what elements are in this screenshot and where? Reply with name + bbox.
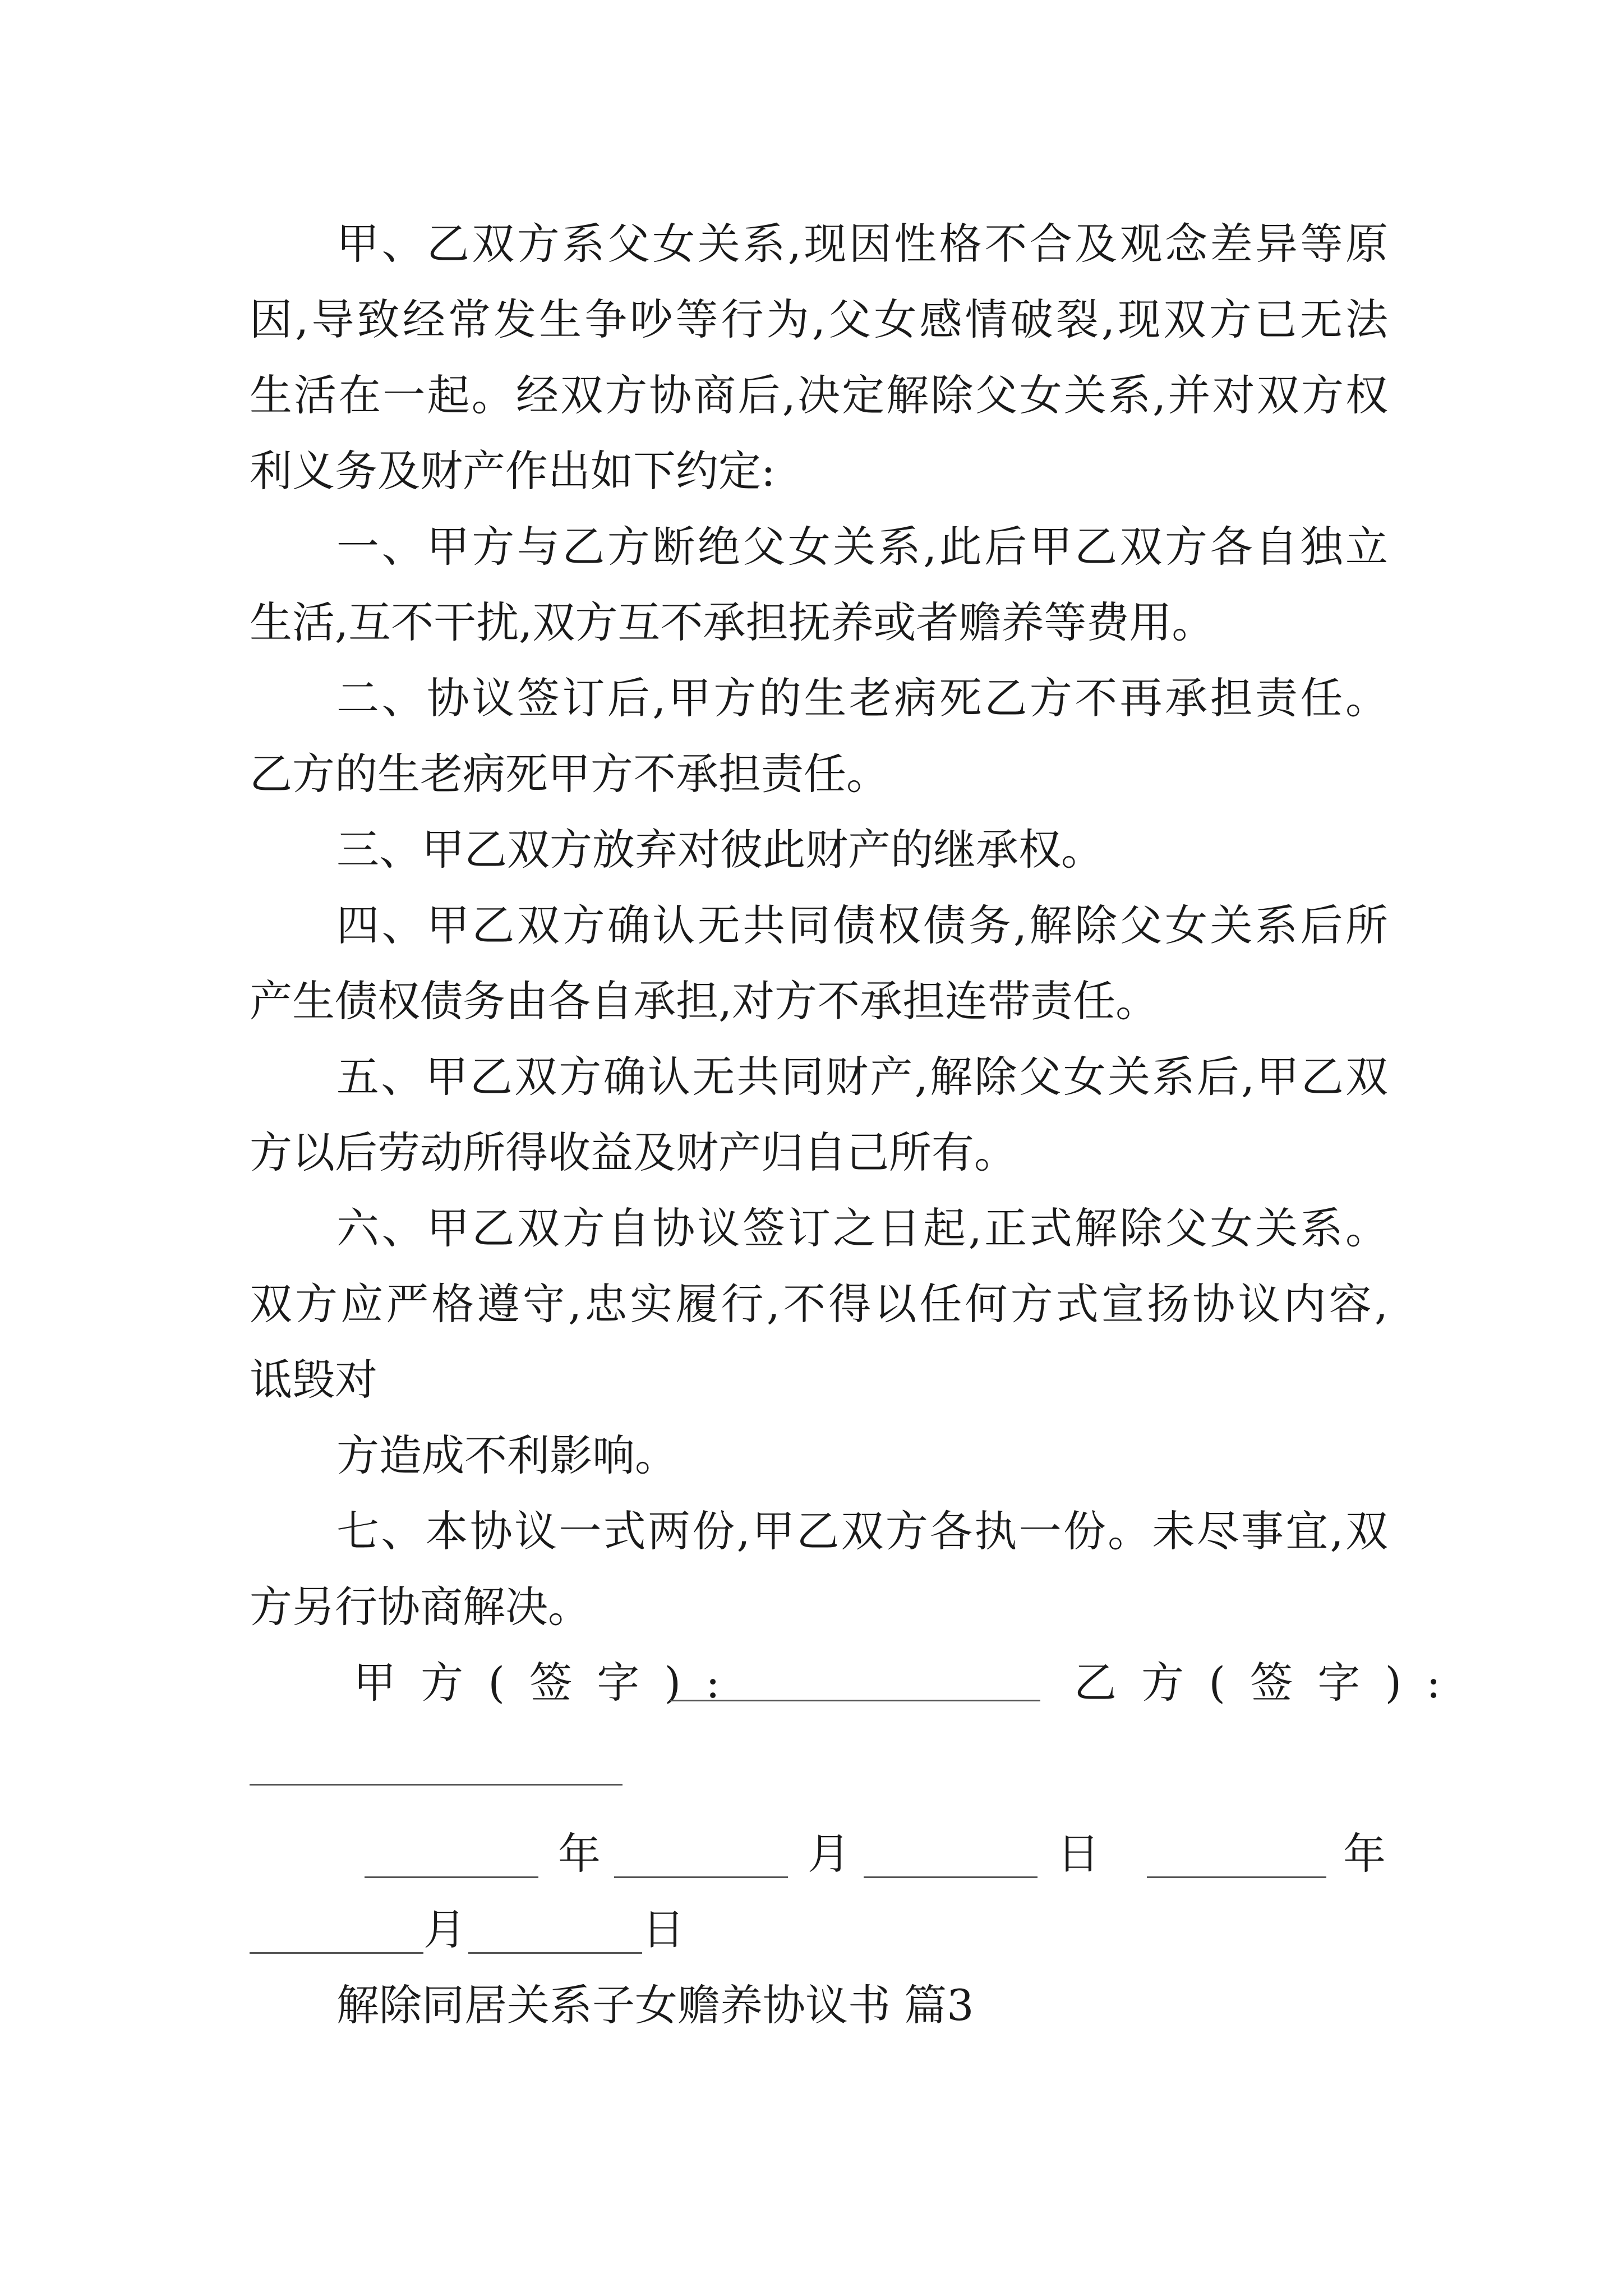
- paragraph-line: 生活在一起。经双方协商后,决定解除父女关系,并对双方权: [250, 370, 1388, 420]
- clause-line: 二、协议签订后,甲方的生老病死乙方不再承担责任。: [336, 673, 1388, 723]
- party-b-signature-line[interactable]: [250, 1784, 623, 1786]
- clause-line: 方以后劳动所得收益及财产归自己所有。: [250, 1128, 1017, 1177]
- party-b-signature-label: 乙 方 ( 签 字 ) :: [1074, 1658, 1446, 1708]
- party-b-day-label: 日: [642, 1904, 685, 1954]
- clause-line: 生活,互不干扰,双方互不承担抚养或者赡养等费用。: [250, 597, 1215, 647]
- clause-line: 一、甲方与乙方断绝父女关系,此后甲乙双方各自独立: [336, 522, 1388, 572]
- clause-line: 诋毁对: [250, 1355, 377, 1405]
- party-a-month-label: 月: [808, 1829, 850, 1879]
- paragraph-line: 因,导致经常发生争吵等行为,父女感情破裂,现双方已无法: [250, 295, 1388, 344]
- clause-line: 方造成不利影响。: [336, 1430, 677, 1480]
- clause-line: 产生债权债务由各自承担,对方不承担连带责任。: [250, 976, 1159, 1026]
- party-b-year-blank[interactable]: [1147, 1876, 1326, 1878]
- party-b-month-blank[interactable]: [250, 1952, 423, 1954]
- clause-line: 双方应严格遵守,忠实履行,不得以任何方式宣扬协议内容,: [250, 1279, 1388, 1329]
- party-a-year-label: 年: [558, 1829, 601, 1879]
- party-b-year-label: 年: [1343, 1829, 1386, 1879]
- party-a-signature-label: 甲 方 ( 签 字 ) :: [353, 1658, 726, 1708]
- clause-line: 方另行协商解决。: [250, 1582, 591, 1632]
- party-b-day-blank[interactable]: [468, 1952, 642, 1954]
- party-a-year-blank[interactable]: [365, 1876, 538, 1878]
- next-section-heading: 解除同居关系子女赡养协议书 篇3: [336, 1980, 974, 2030]
- party-a-signature-line[interactable]: [670, 1700, 1040, 1701]
- clause-line: 七、本协议一式两份,甲乙双方各执一份。未尽事宜,双: [336, 1506, 1388, 1556]
- paragraph-line: 甲、乙双方系父女关系,现因性格不合及观念差异等原: [336, 219, 1388, 269]
- clause-line: 六、甲乙双方自协议签订之日起,正式解除父女关系。: [336, 1203, 1388, 1253]
- paragraph-line: 利义务及财产作出如下约定:: [250, 446, 776, 496]
- clause-line: 三、甲乙双方放弃对彼此财产的继承权。: [336, 825, 1104, 875]
- clause-line: 五、甲乙双方确认无共同财产,解除父女关系后,甲乙双: [336, 1052, 1388, 1102]
- party-a-day-label: 日: [1057, 1829, 1100, 1879]
- clause-line: 乙方的生老病死甲方不承担责任。: [250, 749, 889, 799]
- clause-line: 四、甲乙双方确认无共同债权债务,解除父女关系后所: [336, 900, 1388, 950]
- party-b-month-label: 月: [423, 1904, 466, 1954]
- party-a-month-blank[interactable]: [614, 1876, 788, 1878]
- party-a-day-blank[interactable]: [864, 1876, 1038, 1878]
